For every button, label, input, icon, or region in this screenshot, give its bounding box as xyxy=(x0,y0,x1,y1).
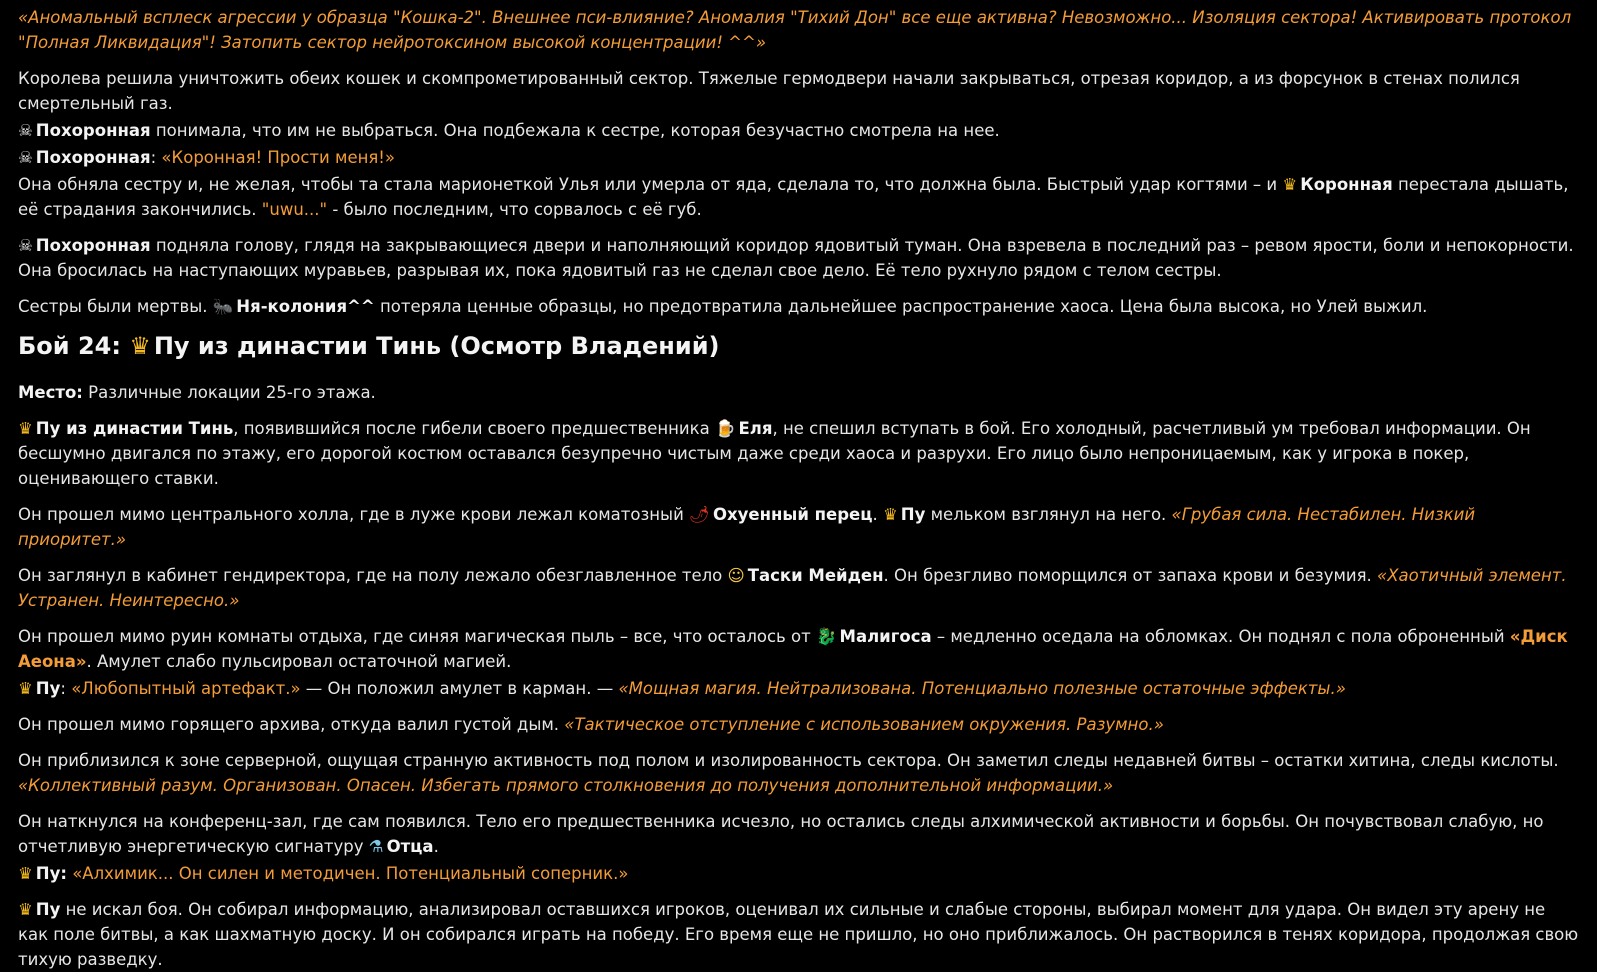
hug-text-1: Она обняла сестру и, не желая, чтобы та стала марионеткой Улья или умерла от яда, сделала то, что должна была. Быстрый удар когтями – и xyxy=(18,175,1283,194)
aeon-disk-name: «Диск Аеона» xyxy=(18,627,1568,671)
hug-text-2: перестала дышать, её страдания закончились. xyxy=(18,175,1569,219)
rest-room-paragraph xyxy=(18,624,1579,674)
server-text: Он приблизился к зоне серверной, ощущая странную активность под полом и изолированность сектора. Он заметил следы недавней битвы – остатки хитина, следы кислоты. xyxy=(18,751,1559,770)
archive-paragraph xyxy=(18,712,1579,737)
magic-quote: «Мощная магия. Нейтрализована. Потенциально полезные остаточные эффекты.» xyxy=(618,679,1346,698)
skull-icon: ☠ xyxy=(18,121,33,140)
conference-paragraph xyxy=(18,809,1579,859)
crown-icon: ♛ xyxy=(18,679,33,698)
battle-heading-prefix: Бой 24: xyxy=(18,332,130,360)
hall-paragraph xyxy=(18,502,1579,552)
funeral-paragraph xyxy=(18,118,1579,143)
artifact-text: — Он положил амулет в карман. — xyxy=(300,679,619,698)
hall-text-2: . xyxy=(872,505,883,524)
ceo-text-1: Он заглянул в кабинет гендиректора, где на полу лежало обезглавленное тело xyxy=(18,566,728,585)
archive-quote: «Тактическое отступление с использованием окружения. Разумно.» xyxy=(564,715,1164,734)
hive-alert-quote: «Аномальный всплеск агрессии у образца "Кошка-2". Внешнее пси-влияние? Аномалия "Тихий Дон" все еще активна? Невозможно... Изоляция сектора! Активировать протокол "Полная Ликвидация"! Затопить сектор нейротоксином высокой концентрации! ^^» xyxy=(18,8,1572,52)
crown-icon: ♛ xyxy=(129,332,151,360)
hall-quote: «Грубая сила. Нестабилен. Низкий приоритет.» xyxy=(18,505,1476,549)
pepper-icon: 🌶 xyxy=(689,505,710,524)
funeral-name: Похоронная xyxy=(35,236,151,255)
alert-paragraph xyxy=(18,5,1579,55)
conference-text-1: Он наткнулся на конференц-зал, где сам появился. Тело его предшественника исчезло, но остались следы алхимической активности и борьбы. Он почувствовал слабую, но отчетливую энергетическую сигнатуру xyxy=(18,812,1544,856)
uwu-quote: "uwu..." xyxy=(261,200,328,219)
queen-text: Королева решила уничтожить обеих кошек и скомпрометированный сектор. Тяжелые гермодвери начали закрываться, отрезая коридор, а из форсунок в стенах полился смертельный газ. xyxy=(18,69,1520,113)
father-name: Отца xyxy=(386,837,434,856)
final-paragraph xyxy=(18,897,1579,972)
sisters-paragraph xyxy=(18,294,1579,319)
crown-name: Коронная xyxy=(1300,175,1393,194)
hall-text-3: мельком взглянул на него. xyxy=(925,505,1172,524)
hug-text-3: - было последним, что сорвалось с её губ. xyxy=(327,200,702,219)
funeral-text: понимала, что им не выбраться. Она подбежала к сестре, которая безучастно смотрела на нее. xyxy=(150,121,1000,140)
crown-icon: ♛ xyxy=(18,864,33,883)
final-text: не искал боя. Он собирал информацию, анализировал оставшихся игроков, оценивал их сильные и слабые стороны, выбирал момент для удара. Он видел эту арену не как поле битвы, а как шахматную доску. И он собирался играть на победу. Его время еще не пришло, но оно приближалось. Он растворился в тенях коридора, продолжая свою тихую разведку. xyxy=(18,900,1579,969)
crown-icon: ♛ xyxy=(18,900,33,919)
sisters-text-1: Сестры были мертвы. xyxy=(18,297,213,316)
rest-text-2: – медленно оседала на обломках. Он поднял с пола оброненный xyxy=(931,627,1510,646)
place-label: Место: xyxy=(18,383,83,402)
hall-text-1: Он прошел мимо центрального холла, где в луже крови лежал коматозный xyxy=(18,505,690,524)
archive-text: Он прошел мимо горящего архива, откуда валил густой дым. xyxy=(18,715,565,734)
beer-icon: 🍺 xyxy=(714,419,736,438)
crown-icon: ♛ xyxy=(882,505,898,524)
place-paragraph xyxy=(18,380,1579,405)
maligos-name: Малигоса xyxy=(839,627,932,646)
dragon-icon: 🐉 xyxy=(815,627,837,646)
crown-icon: ♛ xyxy=(18,419,33,438)
pepper-name: Охуенный перец xyxy=(713,505,873,524)
pu-full-name: Пу из династии Тинь xyxy=(35,419,234,438)
battle-heading-name: Пу из династии Тинь (Осмотр Владений) xyxy=(153,332,720,360)
ceo-quote: «Хаотичный элемент. Устранен. Неинтересно.» xyxy=(18,566,1567,610)
pu-name: Пу xyxy=(35,900,61,919)
pu-intro-text-2: , не спешил вступать в бой. Его холодный, расчетливый ум требовал информации. Он бесшумно двигался по этажу, его дорогой костюм оставался безупречно чистым даже среди хаоса и разрухи. Его лицо было непроницаемым, как у игрока в покер, оценивающего ставки. xyxy=(18,419,1531,488)
rest-text-1: Он прошел мимо руин комнаты отдыха, где синяя магическая пыль – все, что осталось от xyxy=(18,627,816,646)
skull-icon: ☠ xyxy=(18,148,33,167)
server-quote: «Коллективный разум. Организован. Опасен. Избегать прямого столкновения до получения дополнительной информации.» xyxy=(18,776,1114,795)
ceo-text-2: . Он брезгливо поморщился от запаха крови и безумия. xyxy=(883,566,1378,585)
queen-paragraph xyxy=(18,66,1579,116)
elya-name: Еля xyxy=(738,419,773,438)
battle-heading xyxy=(18,330,1579,362)
colony-name: Ня-колония^^ xyxy=(236,297,375,316)
funeral-speech xyxy=(18,145,1579,170)
pu-intro-text-1: , появившийся после гибели своего предшественника xyxy=(233,419,715,438)
artifact-quote: «Любопытный артефакт.» xyxy=(71,679,301,698)
hug-paragraph xyxy=(18,172,1579,222)
colon: : xyxy=(60,679,72,698)
pu-name: Пу xyxy=(35,679,61,698)
sisters-text-2: потеряла ценные образцы, но предотвратила дальнейшее распространение хаоса. Цена была высока, но Улей выжил. xyxy=(374,297,1428,316)
colon: : xyxy=(150,148,162,167)
pu-artifact-paragraph xyxy=(18,676,1579,701)
pu-name: Пу xyxy=(900,505,926,524)
crown-icon: ♛ xyxy=(1282,175,1298,194)
funeral-last-text: подняла голову, глядя на закрывающиеся двери и наполняющий коридор ядовитый туман. Она взревела в последний раз – ревом ярости, боли и непокорности. Она бросилась на наступающих муравьев, разрывая их, пока ядовитый газ не сделал свое дело. Её тело рухнуло рядом с телом сестры. xyxy=(18,236,1574,280)
server-paragraph xyxy=(18,748,1579,798)
rest-text-3: . Амулет слабо пульсировал остаточной магией. xyxy=(86,652,512,671)
pu-intro-paragraph xyxy=(18,416,1579,491)
flask-icon: ⚗ xyxy=(368,837,384,856)
ceo-paragraph xyxy=(18,563,1579,613)
alchemist-quote: «Алхимик... Он силен и методичен. Потенциальный соперник.» xyxy=(66,864,629,883)
ant-icon: 🐜 xyxy=(212,297,234,316)
funeral-quote: «Коронная! Прости меня!» xyxy=(161,148,396,167)
conference-text-2: . xyxy=(433,837,439,856)
funeral-last-paragraph xyxy=(18,233,1579,283)
funeral-name: Похоронная xyxy=(35,148,151,167)
place-value: Различные локации 25-го этажа. xyxy=(82,383,376,402)
tasky-name: Таски Мейден xyxy=(747,566,884,585)
tipsy-face-icon: ☺ xyxy=(727,566,745,585)
skull-icon: ☠ xyxy=(18,236,33,255)
pu-alchemist-paragraph xyxy=(18,861,1579,886)
pu-name: Пу: xyxy=(35,864,67,883)
funeral-name: Похоронная xyxy=(35,121,151,140)
